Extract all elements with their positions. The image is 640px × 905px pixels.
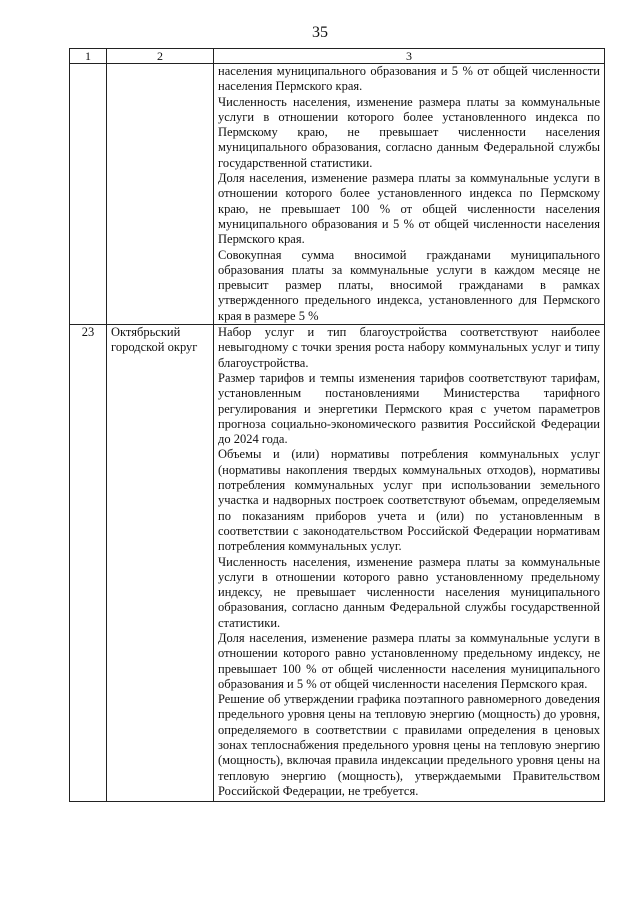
table-row bbox=[70, 325, 605, 802]
paragraph: Объемы и (или) нормативы потребления коммунальных услуг (нормативы накопления твердых коммунальных отходов), нормативы потребления коммунальных услуг при использовании земельного участка и надворных построек соответствуют объемам, определяемым по показаниям приборов учета и (или) по установленным в соответствии с законодательством Российской Федерации нормативам потребления коммунальных услуг. bbox=[218, 447, 600, 554]
table-header bbox=[70, 49, 605, 64]
header-col-2: 2 bbox=[107, 49, 214, 64]
paragraph: Размер тарифов и темпы изменения тарифов соответствуют тарифам, установленным постановлениями Министерства тарифного регулирования и энергетики Пермского края с учетом параметров прогноза социально-экономического развития Российской Федерации до 2024 года. bbox=[218, 370, 600, 447]
row-number: 23 bbox=[70, 325, 107, 802]
district-name bbox=[107, 64, 214, 325]
district-name: Октябрьский городской округ bbox=[107, 325, 214, 802]
row-number bbox=[70, 64, 107, 325]
header-col-1: 1 bbox=[70, 49, 107, 64]
paragraph: населения муниципального образования и 5 % от общей численности населения Пермского края. bbox=[218, 64, 600, 94]
paragraph: Набор услуг и тип благоустройства соответствуют наиболее невыгодному с точки зрения роста набору коммунальных услуг и типу благоустройства. bbox=[218, 325, 600, 370]
paragraph: Доля населения, изменение размера платы за коммунальные услуги в отношении которого более установленного индекса по Пермскому краю, не превышает 100 % от общей численности населения муниципального образования и 5 % от общей численности населения Пермского края. bbox=[218, 171, 600, 247]
header-row bbox=[70, 49, 605, 64]
conditions-cell bbox=[214, 325, 605, 802]
paragraph: Решение об утверждении графика поэтапного равномерного доведения предельного уровня цены на тепловую энергию (мощность) до уровня, определяемого в соответствии с правилами определения в ценовых зонах теплоснабжения предельного уровня цены на тепловую энергию (мощность), включая правила индексации предельного уровня цены на тепловую энергию (мощность), утверждаемыми Правительством Российской Федерации, не требуется. bbox=[218, 692, 600, 798]
paragraph: Совокупная сумма вносимой гражданами муниципального образования платы за коммунальные услуги в каждом месяце не превысит размер платы, вносимой гражданами в рамках утвержденного предельного индекса, установленного для Пермского края в размере 5 % bbox=[218, 247, 600, 323]
header-col-3: 3 bbox=[214, 49, 605, 64]
paragraph: Численность населения, изменение размера платы за коммунальные услуги в отношении которого равно установленному предельному индексу, не превышает численности населения муниципального образования, согласно данным Федеральной службы государственной статистики. bbox=[218, 554, 600, 630]
table-row bbox=[70, 64, 605, 325]
paragraph: Численность населения, изменение размера платы за коммунальные услуги в отношении которого более установленного индекса по Пермскому краю, не превышает численности населения муниципального образования, согласно данным Федеральной службы государственной статистики. bbox=[218, 94, 600, 170]
document-table bbox=[69, 48, 605, 802]
paragraph: Доля населения, изменение размера платы за коммунальные услуги в отношении которого равно установленному предельному индексу, не превышает 100 % от общей численности населения муниципального образования и 5 % от общей численности населения Пермского края. bbox=[218, 630, 600, 691]
page-number: 35 bbox=[312, 24, 328, 41]
conditions-cell bbox=[214, 64, 605, 325]
